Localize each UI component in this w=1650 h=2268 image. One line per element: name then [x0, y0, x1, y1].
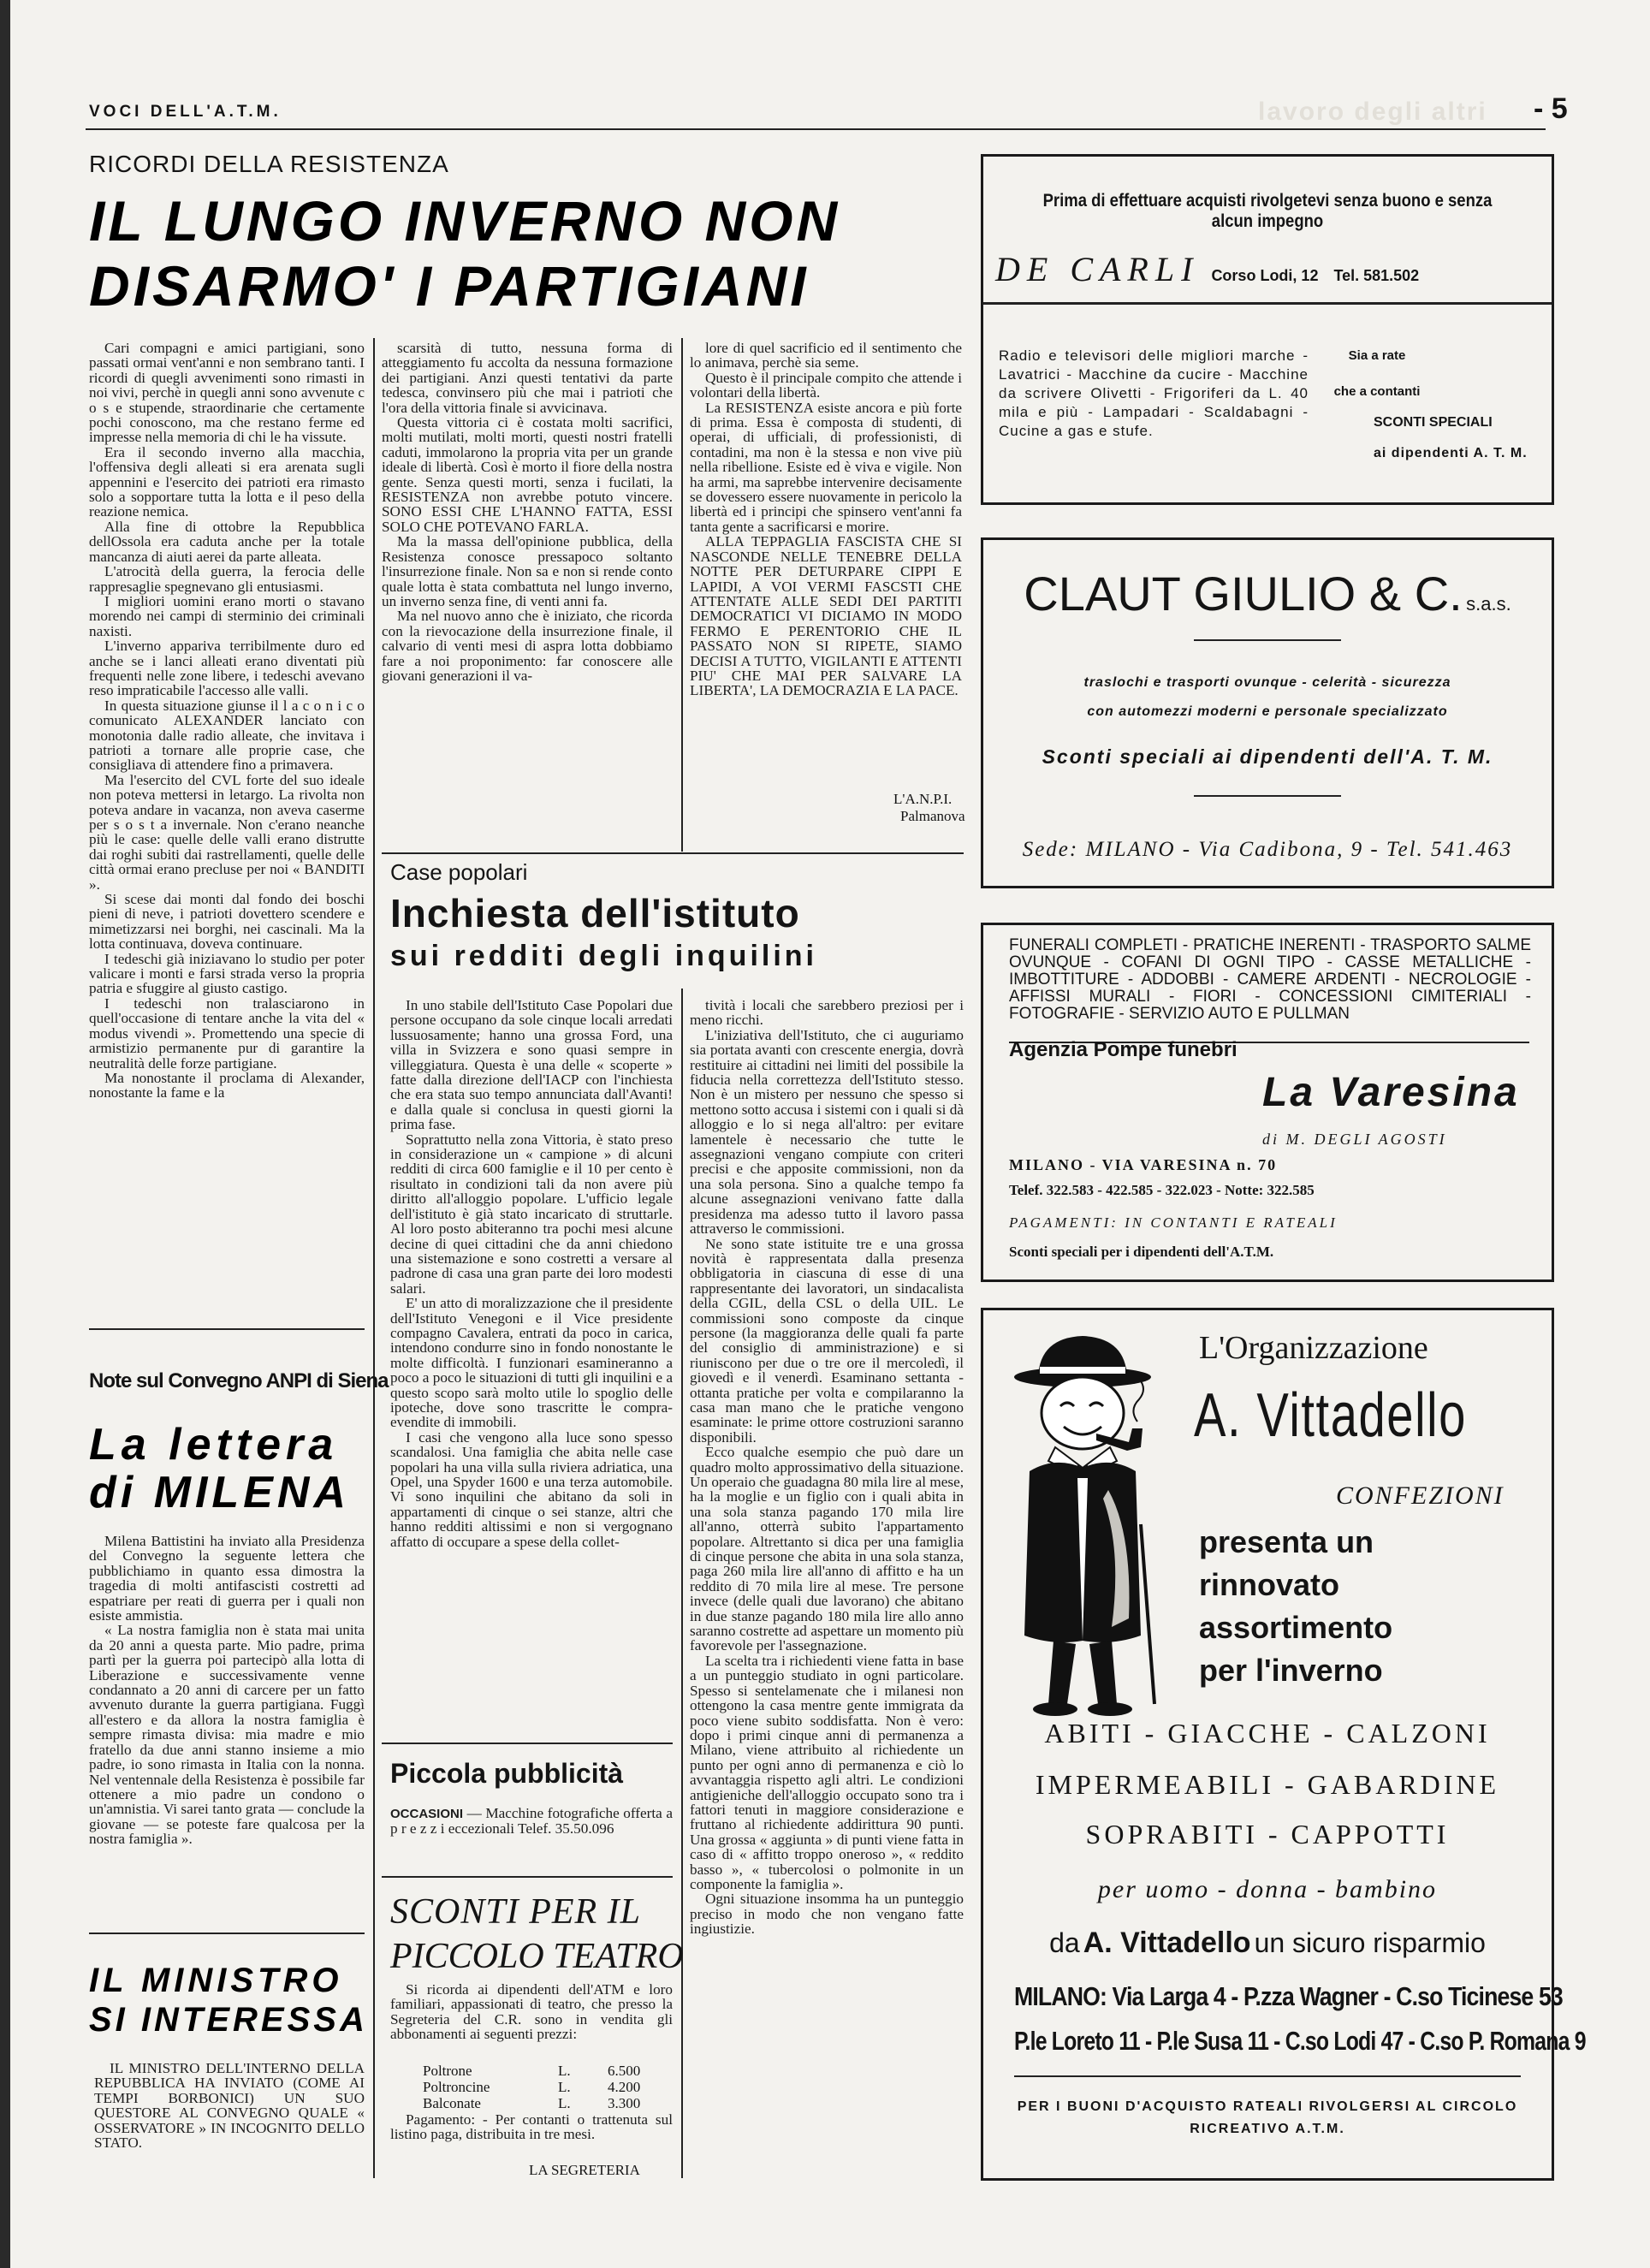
siena-headline-line2: di MILENA [89, 1468, 350, 1517]
paragraph: E' un atto di moralizzazione che il presidente dell'Istituto Venegoni e il Vice presidente compagno Cavalera, entrati da poco in carica, intendono condurre sino in fondo nonostante le molte difficoltà. I funzionari esamineranno a poco a poco le situazioni di tutti gli inquilini e a questo scopo sarà molto utile lo spoglio delle ipoteche, dove sono trascritte le compra-evendite di immobili. [390, 1295, 673, 1431]
vittadello-promo-1: presenta un [1199, 1524, 1374, 1559]
ministro-text: IL MINISTRO DELL'INTERNO DELLA REPUBBLICA HA INVIATO (COME AI TEMPI BORBONICI) UN SUO QUESTORE AL CONVEGNO QUALE « OSSERVATORE » IN INCOGNITO DELLO STATO. [94, 2061, 365, 2152]
vittadello-footer: PER I BUONI D'ACQUISTO RATEALI RIVOLGERSI AL CIRCOLO RICREATIVO A.T.M. [1017, 2099, 1518, 2136]
claut-rule [1194, 639, 1341, 641]
claut-title-row [983, 566, 1552, 621]
man-with-hat-illustration [1004, 1327, 1163, 1721]
claut-address: Sede: MILANO - Via Cadibona, 9 - Tel. 541.463 [1022, 838, 1513, 861]
anpi-signature-place: Palmanova [900, 808, 965, 824]
paragraph: Ma nel nuovo anno che è iniziato, che ricorda con la rievocazione della insurrezione finale, il calvario di venti mesi di aspra lotta dobbiamo fare a noi proponimento: far conoscere alle giovani generazioni il va- [382, 608, 673, 684]
paragraph: Ne sono state istituite tre e una grossa novità è rappresentata dalla presenza obbligatoria in ciascuna di esse di una rappresentante dei lavoratori, un sindacalista della CGIL, della CSL o della UIL. Le commissioni sono composte da cinque persone (la maggioranza delle quali fa parte del consiglio di amministrazione) e si riuniscono per due o tre ore il mercoledì, il giovedì e il venerdì. Esaminano settanta - ottanta pratiche per volta e compilaranno la casa man mano che le pratiche vengono esaminate: le prime ottore costruzioni saranno disponibili. [690, 1235, 964, 1446]
header-rule [86, 128, 1546, 130]
paragraph: I casi che vengono alla luce sono spesso scandalosi. Una famiglia che abita nelle case popolari ha una villa sulla riviera adriatica, una Opel, una Spyder 1600 e una terza automobile. Vi sono inquilini che abitano da soli in appartamenti di cinque o sei stanze, altri che hanno redditi altissimi e non si vergognano affatto di occupare a spese della collet- [390, 1428, 673, 1550]
resistenza-article-col3 [690, 341, 962, 779]
page-number: - 5 [1534, 92, 1568, 125]
resistenza-kicker: RICORDI DELLA RESISTENZA [89, 151, 449, 177]
paragraph: Ma nonostante il proclama di Alexander, nonostante la fame e la [89, 1069, 365, 1101]
siena-article [89, 1534, 365, 1910]
paragraph: Ma l'esercito del CVL forte del suo ideale non poteva mettersi in letargo. La rivolta non poteva andare in vacanza, non aveva caserme per s o s t a invernale. Non c'erano neanche più le case: quelle delle valli erano distrutte dai roghi subiti dai rastrellamenti, quelle delle città ormai erano precluse per noi « BANDITI ». [89, 771, 365, 893]
page-binding-edge [0, 0, 10, 2268]
claut-services-2: con automezzi moderni e personale specializzato [1087, 704, 1448, 719]
paragraph: Questa vittoria ci è costata molti sacrifici, molti mutilati, molti morti, questi nostri fratelli caduti, immolarono la propria vita per un grande ideale di libertà. Così è morto il fiore della nostra gente. Senza questi morti, senza i fucilati, la RESISTENZA non avrebbe potuto vincere. SONO ESSI CHE L'HANNO FATTA, ESSI SOLO CHE POTEVANO FARLA. [382, 414, 673, 535]
vittadello-address-1: MILANO: Via Larga 4 - P.zza Wagner - C.so Ticinese 53 [1014, 1981, 1563, 2011]
decarli-address: Corso Lodi, 12 [1211, 267, 1319, 284]
claut-discount: Sconti speciali ai dipendenti dell'A. T. M. [1042, 745, 1493, 768]
vittadello-promo-3: assortimento [1199, 1610, 1393, 1645]
siena-headline-line1: La lettera [89, 1420, 339, 1469]
price-currency: L. [558, 2079, 571, 2095]
price-label: Poltrone [423, 2063, 472, 2079]
price-row [423, 2079, 647, 2095]
bleed-through-text: lavoro degli altri [1258, 98, 1487, 126]
column-divider [373, 338, 375, 2178]
vittadello-address-2: P.le Loreto 11 - P.le Susa 11 - C.so Lodi 47 - C.so P. Romana 9 [1014, 2026, 1586, 2056]
paragraph: In uno stabile dell'Istituto Case Popolari due persone occupano da sole cinque locali arredati lussuosamente; hanno una grossa Ford, una villa in Svizzera e sono quasi sempre in villeggiatura. Questa è una delle « scoperte » fatte dalla direzione dell'IACP con l'inchiesta che era stata suo tempo annunciata dall'Avanti! e dalla quale si conclusa in questi giorni la prima fase. [390, 998, 673, 1133]
shoe [1088, 1702, 1132, 1716]
paragraph: La scelta tra i richiedenti viene fatta in base a un punteggio studiato in ogni particolare. Spesso si sentelamenate che i milanesi non ottengono la casa mentre gente immigrata da poco viene subito soddisfatta. Non è vero: dopo i primi cinque anni di permanenza a Milano, viene attribuito al richiedente un punto per ogni anno di permanenza e ciò lo avvantaggia rispetto agli altri. Le condizioni antigieniche dell'alloggio occupato sono tra i fattori tenuti in maggiore considerazione e fruttano al richiedente addirittura 90 punti. Una grossa « aggiunta » di punti viene fatta in caso di « affitto troppo oneroso », « reddito basso », « tubercolosi o polmonite in un componente la famiglia ». [690, 1652, 964, 1892]
resistenza-headline-line1: IL LUNGO INVERNO NON [89, 189, 841, 252]
price-label: Balconate [423, 2095, 481, 2111]
resistenza-headline-line2: DISARMO' I PARTIGIANI [89, 254, 810, 318]
paragraph: I tedeschi non tralasciarono in quell'occasione di tentare anche la vita del « modus vivendi ». Promettendo una specie di armistizio permanente pur di garantire la neutralità delle forze partigiane. [89, 994, 365, 1072]
decarli-title-row [995, 249, 1419, 289]
column-divider [681, 989, 683, 2178]
claut-suffix: s.a.s. [1466, 593, 1511, 614]
price-row [423, 2095, 647, 2111]
price-row [423, 2063, 647, 2079]
paragraph: lore di quel sacrificio ed il sentimento che lo animava, perchè sia seme. [690, 341, 962, 371]
paragraph: Alla fine di ottobre la Repubblica dellOssola era caduta anche per la totale mancanza di aiuti aerei da parte alleata. [89, 518, 365, 565]
vittadello-promo-4: per l'inverno [1199, 1653, 1383, 1688]
decarli-divider [983, 302, 1552, 305]
slogan-name: A. Vittadello [1083, 1927, 1251, 1959]
price-amount: 4.200 [608, 2079, 641, 2095]
shoe [1033, 1702, 1077, 1716]
vittadello-promo-2: rinnovato [1199, 1567, 1340, 1602]
claut-name: CLAUT GIULIO & C. [1024, 567, 1463, 620]
section-rule [382, 852, 964, 854]
paragraph: Ecco qualche esempio che può dare un quadro molto approssimativo della situazione. Un operaio che guadagna 80 mila lire al mese, ha la moglie e un figlio con i quali abita in una sola stanza pagando 170 mila lire all'anno, otterrà subito l'appartamento popolare. Altrettanto si dica per una famiglia di cinque persone che abita in una sola stanza, paga 260 mila lire all'anno di affitto e ha un reddito di 70 mila lire al mese. Tre persone invece (delle quali due lavorano) che abitano in due stanze pagando 180 mila lire allo anno saranno costrette ad aspettare un momento più favorevole per l'assegnazione. [690, 1444, 964, 1654]
paragraph: Questo è il principale compito che attende i volontari della libertà. [690, 369, 962, 401]
ad-varesina [981, 923, 1554, 1282]
ad-decarli [981, 154, 1554, 505]
paragraph: tività i locali che sarebbero preziosi per i meno ricchi. [690, 998, 964, 1029]
paragraph: La RESISTENZA esiste ancora e più forte di prima. Essa è composta di studenti, di operai, di ufficiali, di professionisti, di contadini, ma non è la stessa e non vive più nella ribellione. Esiste ed è viva e vigile. Non ha armi, ma saprebbe intervenire decisamente se dovessero essere nuovamente in pericolo la libertà ed i principi che spinsero vent'anni fa tanta gente a sacrificarsi e morire. [690, 399, 962, 535]
claut-rule [1194, 795, 1341, 797]
paragraph: « La nostra famiglia non è stata mai unita da 20 anni a questa parte. Mio padre, prima partì per la guerra poi partecipò alla lotta di Liberazione e successivamente venne condannato a 20 anni di carcere per un fatto avvenuto durante la guerra partigiana. Fuggì all'estero e da allora la nostra famiglia è sempre rimasta divisa: mia madre e mio fratello da due anni stanno insieme a mio padre, io sono rimasta in Italia con la nonna. Nel ventennale della Resistenza è possibile far ottenere a mio padre un condono o un'amnistia. Vi sarei tanto grata — conclude la giovane — se poteste fare qualcosa per la nostra famiglia ». [89, 1622, 365, 1848]
page-header [0, 0, 1650, 145]
varesina-address: MILANO - VIA VARESINA n. 70 [1009, 1156, 1278, 1173]
paragraph: Milena Battistini ha inviato alla Presidenza del Convegno la seguente lettera che pubblichiamo in quanto essa dimostra la tragedia di molti antifascisti costretti ad espatriare per reati di guerra per i quali non esiste ammistia. [89, 1534, 365, 1624]
slogan-pre: da [1049, 1927, 1080, 1958]
vittadello-rule [1014, 2075, 1521, 2077]
decarli-terms-cash: che a contanti [1333, 384, 1421, 399]
section-rule [89, 1328, 365, 1330]
vittadello-name: A. Vittadello [1194, 1381, 1467, 1450]
decarli-discount: SCONTI SPECIALI [1374, 415, 1493, 430]
section-rule [382, 1743, 673, 1744]
varesina-payments: PAGAMENTI: IN CONTANTI E RATEALI [1009, 1214, 1338, 1231]
decarli-terms-rate: Sia a rate [1348, 348, 1406, 363]
piccola-pubblicita-ad [390, 1806, 673, 1837]
occasioni-label: OCCASIONI [390, 1807, 464, 1821]
paragraph: I migliori uomini erano morti o stavano morendo nei campi di sterminio dei criminali naxisti. [89, 592, 365, 639]
ministro-headline-line2: SI INTERESSA [89, 2001, 368, 2039]
ad-vittadello [981, 1308, 1586, 2181]
paragraph: L'iniziativa dell'Istituto, che ci auguriamo sia portata avanti con crescente energia, dovrà restituire ai cittadini nei limiti del possibile la fiducia nella correttezza dell'Istituto stesso. Non è un mistero per nessuno che spesso si mettono sotto accusa i sistemi con i quali si dà alloggio e lo si nega all'altro: per evitare lamentele è necessario che tutte le assegnazioni vengano compiute con criteri precisi e che apposite commissioni, non da una sola persona. Sino a qualche tempo fa alcune assegnazioni venivano fatte dalla presidenza ma adesso tutto il lavoro passa attraverso le commissioni. [690, 1026, 964, 1238]
decarli-phone: Tel. 581.502 [1333, 267, 1420, 284]
smoke [1133, 1379, 1143, 1422]
case-popolari-headline: Inchiesta dell'istituto [390, 891, 800, 935]
vittadello-items-1: ABITI - GIACCHE - CALZONI [1044, 1718, 1491, 1748]
siena-kicker: Note sul Convegno ANPI di Siena [89, 1369, 389, 1392]
paragraph: Era il secondo inverno alla macchia, l'offensiva degli alleati si era arenata sugli appennini e l'esercito dei patrioti era rimasto solo a sopportare tutta la lotta e il peso della reazione nemica. [89, 443, 365, 520]
paragraph: L'inverno appariva terribilmente duro ed anche se i lanci alleati erano diventati più frequenti nelle zone libere, i tedeschi avevano reso impraticabile l'accesso alle valli. [89, 638, 365, 699]
resistenza-article-col1 [89, 341, 365, 1323]
case-popolari-subheadline: sui redditi degli inquilini [390, 940, 817, 972]
varesina-name: La Varesina [1262, 1070, 1520, 1115]
paragraph: Ma la massa dell'opinione pubblica, della Resistenza conosce pressapoco soltanto l'insurrezione finale. Non sa e non si rende conto quale lotta è stata combattuta nel lungo inverno, un inverno senza fine, di venti anni fa. [382, 533, 673, 609]
decarli-name: DE CARLI [995, 250, 1200, 288]
claut-services: traslochi e trasporti ovunque - celerità - sicurezza [1083, 675, 1451, 690]
cane [1141, 1524, 1154, 1704]
paragraph: In questa situazione giunse il l a c o n i c o comunicato ALEXANDER lanciato con monotonia dalle radio alleate, che invitava i patrioti a tornare alle proprie case, che consigliava di attendere fino a primavera. [89, 697, 365, 774]
legs [1048, 1641, 1117, 1704]
paragraph: L'atrocità della guerra, la ferocia delle rappresaglie spegnevano gli entusiasmi. [89, 563, 365, 595]
varesina-phones: Telef. 322.583 - 422.585 - 322.023 - Notte: 322.585 [1009, 1182, 1315, 1198]
paragraph: Soprattutto nella zona Vittoria, è stato preso in considerazione un « campione » di alcuni redditi di circa 600 famiglie e il 10 per cento è risultato in condizioni tali da non avere più diritto all'alloggio popolare. L'ufficio legale dell'istituto è già stato incaricato di struttarle. Al loro posto abiteranno tra pochi mesi alcune decine di quei cittadini che da anni chiedono una sistemazione e sono costretti a versare al padrone di casa una gran parte dei loro modesti salari. [390, 1131, 673, 1297]
price-label: Poltroncine [423, 2079, 490, 2095]
teatro-intro: Si ricorda ai dipendenti dell'ATM e loro familiari, appassionati di teatro, che presso la Segreteria del C.R. sono in vendita gli abbonamenti ai seguenti prezzi: [390, 1981, 673, 2043]
slogan-post: un sicuro risparmio [1254, 1927, 1486, 1958]
decarli-discount-target: ai dipendenti A. T. M. [1374, 446, 1528, 460]
case-popolari-col3 [690, 998, 964, 2179]
paragraph: I tedeschi già iniziavano lo studio per poter valicare i monti e farsi strada verso la propria patria e sfuggire al giusto castigo. [89, 950, 365, 997]
paragraph: Si scese dai monti dal fondo dei boschi pieni di neve, i patrioti dovettero scendere e mimetizzarsi nei borghi, nei cascinali. Ma la lotta continuava, doveva continuare. [89, 891, 365, 953]
case-popolari-col2 [390, 998, 673, 1683]
decarli-products: Radio e televisori delle migliori marche - Lavatrici - Macchine da cucire - Macchine da scrivere Olivetti - Frigoriferi da L. 40 mila e più - Lampadari - Scaldabagni - Cucine a gas e stufe. [999, 347, 1309, 439]
ad-claut [981, 537, 1554, 888]
resistenza-article-col2 [382, 341, 673, 846]
occasioni-text: — Macchine fotografiche offerta a p r e z z i eccezionali Telef. 35.50.096 [390, 1805, 674, 1838]
vittadello-slogan [983, 1927, 1552, 1960]
paragraph: Cari compagni e amici partigiani, sono passati ormai vent'anni e non sembrano tanti. I ricordi di quegli avvenimenti sono rimasti in noi vivi, perchè in quegli anni sono avvenute c o s e stupende, straordinarie che certamente pochi conoscono, ma che restano ferme ed impresse nella memoria di chi le ha vissute. [89, 341, 365, 446]
paragraph: Ogni situazione insomma ha un punteggio preciso in modo che non vengano fatte ingiustizie. [690, 1891, 964, 1938]
piccola-pubblicita-title: Piccola pubblicità [390, 1758, 624, 1789]
column-divider [681, 338, 683, 852]
teatro-headline-line2: PICCOLO TEATRO [390, 1937, 684, 1976]
vittadello-confezioni: CONFEZIONI [1336, 1481, 1505, 1510]
vittadello-org: L'Organizzazione [1199, 1330, 1428, 1366]
section-rule [89, 1933, 365, 1934]
anpi-signature: L'A.N.P.I. [893, 791, 953, 807]
paragraph: scarsità di tutto, nessuna forma di atteggiamento fu accolta da nessuna formazione dei partigiani. Anzi questi tentativi da parte tedesca, convinsero più che mai i patrioti che l'ora della vittoria finale si avvicinava. [382, 341, 673, 416]
varesina-services: FUNERALI COMPLETI - PRATICHE INERENTI - TRASPORTO SALME OVUNQUE - COFANI DI OGNI TIPO - CASSE METALLICHE - IMBOTTITURE - ADDOBBI - CAMERE ARDENTI - NECROLOGIE - AFFISSI MURALI - FIORI - CONCESSIONI CIMITERIALI - FOTOGRAFIE - SERVIZIO AUTO E PULLMAN [1009, 936, 1531, 1023]
hat-band [1040, 1367, 1125, 1374]
teatro-signature: LA SEGRETERIA [529, 2162, 640, 2178]
paragraph: ALLA TEPPAGLIA FASCISTA CHE SI NASCONDE NELLE TENEBRE DELLA NOTTE PER DETURPARE CIPPI E LAPIDI, A VOI VERMI FASCSTI CHE ATTENTATE ALLE SEDI DEI PARTITI DEMOCRATICI VI DICIAMO IN MODO FERMO E PERENTORIO CHE IL PASSATO NON SI RIPETE, SIAMO DECISI A TUTTO, VIGILANTI E ATTENTI PIU' CHE MAI PER SALVARE LA LIBERTA', LA DEMOCRAZIA E LA PACE. [690, 533, 962, 699]
varesina-discount: Sconti speciali per i dipendenti dell'A.T.M. [1009, 1244, 1274, 1260]
price-currency: L. [558, 2095, 571, 2111]
case-popolari-kicker: Case popolari [390, 859, 528, 885]
section-rule [382, 1876, 673, 1878]
teatro-payment: Pagamento: - Per contanti o trattenuta sul listino paga, distribuita in tre mesi. [390, 2111, 673, 2143]
vittadello-target: per uomo - donna - bambino [1097, 1875, 1438, 1903]
vittadello-items-2: IMPERMEABILI - GABARDINE [1035, 1769, 1500, 1800]
ministro-headline-line1: IL MINISTRO [89, 1962, 343, 1999]
masthead: VOCI DELL'A.T.M. [89, 103, 282, 121]
price-amount: 3.300 [608, 2095, 641, 2111]
teatro-price-table [423, 2063, 647, 2111]
varesina-owner: di M. DEGLI AGOSTI [1262, 1131, 1447, 1148]
varesina-agency: Agenzia Pompe funebri [1009, 1038, 1238, 1061]
teatro-headline-line1: SCONTI PER IL [390, 1892, 642, 1932]
price-currency: L. [558, 2063, 571, 2079]
vittadello-items-3: SOPRABITI - CAPPOTTI [1085, 1819, 1450, 1849]
price-amount: 6.500 [608, 2063, 641, 2079]
decarli-tagline: Prima di effettuare acquisti rivolgetevi senza buono e senza alcun impegno [1042, 191, 1493, 231]
